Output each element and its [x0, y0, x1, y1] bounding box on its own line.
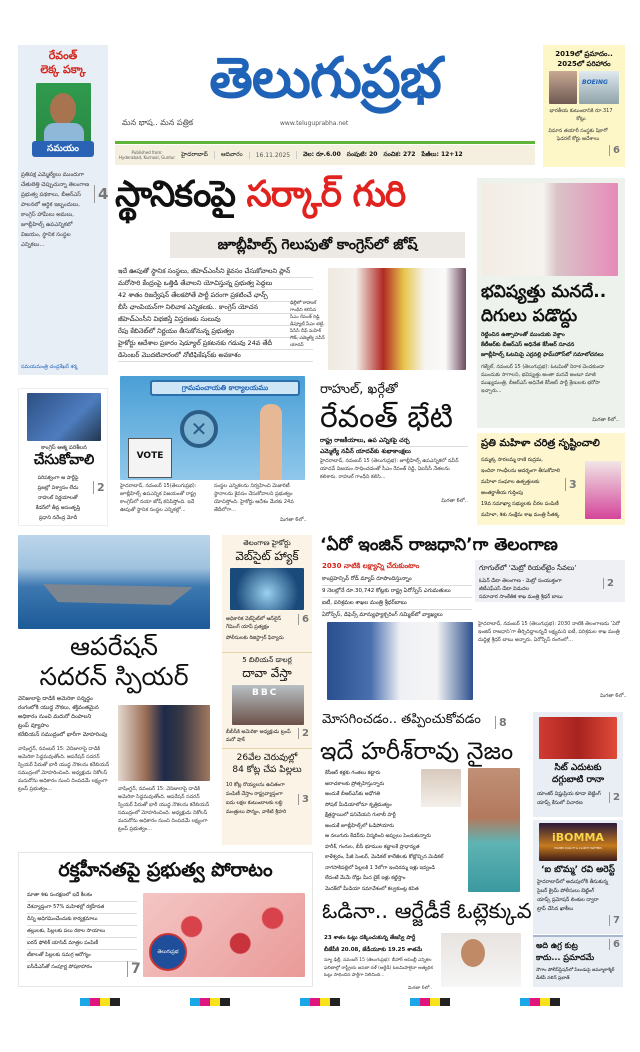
rahul-story[interactable] [320, 382, 468, 527]
aerospace-summit-photo [327, 622, 473, 700]
kcr-ktr-photo [482, 183, 618, 276]
left-promo-box[interactable] [18, 45, 108, 375]
continued-link[interactable]: మిగతా 6లో.. [408, 986, 433, 991]
registration-swatch [530, 998, 540, 1006]
boeing-photo [579, 71, 619, 104]
page-ref: 6 [298, 614, 309, 625]
continued-link[interactable]: మిగతా 6లో.. [600, 693, 627, 699]
hack-headline: వెబ్‌సైట్ హ్యాక్ [235, 549, 299, 563]
stamp-text: తెలుగుప్రభ [157, 949, 179, 955]
lead-bullet: రేపు కేబినెట్‌లో నిర్ణయం తీసుకోనున్న ప్రభుత్వం [118, 326, 313, 338]
gram-panchayat-graphic [120, 376, 305, 480]
boeing-logo: BOEING [582, 79, 608, 86]
page-ref: 8 [495, 716, 507, 729]
brs-story-box[interactable] [477, 178, 625, 428]
lead-headline-black: స్థానికంపై [115, 174, 235, 215]
ballot-stamp-icon: ✕ [180, 410, 218, 448]
page-ref: 6 [609, 145, 620, 156]
operation-bullet: ట్రంప్ వ్యూహం [18, 723, 49, 729]
ugra-headline2: కాదు... ప్రమాదమే [536, 953, 595, 962]
harish-bullet: మెదక్‌లో మీడియా సమావేశంలో కల్వకుంట్ల కవిత [325, 885, 419, 892]
rana-text: యాంకర్ విష్ణుప్రియ కూడా బెట్టింగ్ యాప్స్ కేసులో విచారణ [537, 791, 601, 806]
page-ref: 2 [93, 481, 105, 494]
operation-bullets [18, 695, 114, 740]
newspaper-logo: తెలుగుప్రభ [209, 46, 441, 111]
rahul-sub2: ఎమ్మెల్యే నవీన్ యాదవ్‌కు శుభాకాంక్షలు [320, 448, 411, 455]
anemia-line: ఐరన్ ఫోలిక్ యాసిడ్ మాత్రల పంపిణీ [27, 938, 137, 950]
anemia-text [27, 890, 137, 973]
growth-bullet: కాంప్రహెన్సివ్ రోడ్ మ్యాప్ రూపొందిస్తున్నాం [322, 574, 472, 586]
modi-line1: కాంగ్రెస్ ఆత్మ పరిశీలన [41, 445, 87, 451]
hack-kicker: తెలంగాణ హైకోర్టు [243, 539, 291, 547]
growth-bullet: ఐటీ, పరిశ్రమల శాఖల మంత్రి శ్రీధర్‌బాబు [322, 598, 472, 610]
anemia-line: టీకాలతో పిల్లలకు సమగ్ర ఆరోగ్యం [27, 950, 137, 962]
page-ref: 3 [298, 794, 309, 805]
operation-line2: సదరన్ స్పియర్ [39, 662, 189, 691]
rana-story-box[interactable] [533, 712, 623, 817]
google-metro-box[interactable] [475, 560, 625, 602]
harish-bullet: కేసీఆర్ కళ్లకు గంతలు కట్టారు [325, 770, 381, 776]
registration-swatch [520, 998, 530, 1006]
bbc-headline: దావా వేస్తా [242, 666, 292, 680]
women-bullet: 19వ సమాఖ్యా సభ్యులకు చీరల పంపిణీ [481, 501, 559, 507]
harish-headline[interactable]: ఇదే హరీశ్‌రావు నైజం [320, 737, 514, 765]
rahul-body: హైదరాబాద్, నవంబర్ 15 (తెలుగుప్రభ): జూబ్లీహిల్స్ ఉపఎన్నికలో నవీన్ యాదవ్ విజయం సాధించడంతో సీఎం రేవంత్ రెడ్డి, ఏఐసీసీ నేతలను కలిశారు. రాహుల్ గాంధీని కలిసి... [320, 458, 459, 480]
women-bullet: మహిళా సంఘాల ఉత్పత్తులకు [481, 479, 540, 485]
published-from-label: Published from: [131, 150, 163, 155]
trump-maduro-photo [118, 705, 210, 781]
ugra-story-box[interactable] [533, 935, 623, 987]
issue-pages: పేజీలు: 12+12 [421, 151, 463, 158]
tagline: మన భాష.. మన పత్రిక [122, 118, 194, 127]
right-promo-title2: 2025లో పరిహారం [557, 60, 611, 68]
brs-headline2: దిగులు పడొద్దు [481, 306, 578, 326]
registration-swatch [100, 998, 110, 1006]
operation-line1: ఆపరేషన్ [70, 632, 158, 661]
lead-photo-caption: ఢిల్లీలో రాహుల్ గాంధీని కలిసిన సీఎం రేవంత్ రెడ్డి, డిప్యూటీ సీఎం భట్టి, పీసీసీ చీఫ్ మహేశ్ గౌడ్, ఎమ్మెల్యే నవీన్ యాదవ్ [290, 301, 325, 348]
women-story-box[interactable] [477, 433, 625, 525]
harish-bullet: హరీశ్, గంగుల, బీసీ భూముల కబ్జాలకే ప్రాధాన్యత [325, 843, 420, 850]
harish-bullet: అందుకే బీఆర్ఎస్‌కు అధోగతి [325, 791, 380, 797]
registration-swatch [440, 998, 450, 1006]
samayam-ribbon: సమయం [32, 141, 94, 157]
issue-info-bar [115, 145, 535, 165]
hack-text2: పోలీసులకు రిజిస్ట్రార్ ఫిర్యాదు [226, 635, 284, 641]
lead-bullet: బీసీ ఛాంపియన్‌గా నిలిచాక ఎన్నికలకు.. కాంగ్రెస్ యోచన [118, 302, 313, 314]
modi-bullet: ప్రధాని నరేంద్ర మోదీ [38, 515, 78, 521]
lead-headline[interactable] [115, 172, 405, 218]
rana-headline1: సిట్ ఎదుటకు [554, 763, 602, 773]
registration-swatch [90, 998, 100, 1006]
page-ref: 6 [609, 939, 620, 950]
anemia-headline: రక్తహీనతపై ప్రభుత్వ పోరాటం [58, 859, 273, 881]
lead-bullet: ఇదే ఊపుతో స్థానిక సంస్థలు, జీహెచ్ఎంసీని కైవసం చేసుకోవాలని ప్లాన్ [118, 266, 313, 278]
inked-finger-icon [260, 404, 282, 480]
rahul-headline: రేవంత్ భేటి [320, 400, 453, 435]
ugra-text: నౌగాం పోలీస్‌స్టేషన్‌లో పేలుడుపై జమ్మూకాశ్మీర్ డీజీపీ నళిన్ ప్రభాత్ [536, 968, 615, 981]
harish-photo [421, 769, 461, 807]
bbc-text: బీబీసీకి అమెరికా అధ్యక్షుడు ట్రంప్ మరో షాక్ [226, 729, 291, 743]
anemia-line: ఐసీడీఎస్‌తో సంపూర్ణ పోషకాహారం [27, 964, 92, 970]
brs-bullets [481, 330, 621, 360]
modi-bullets [23, 473, 93, 523]
page-ref: 4 [94, 185, 108, 203]
brs-bullet: రెట్టించిన ఉత్సాహంతో ముందుకు వెళ్దాం [481, 332, 565, 338]
fish-headline2: 84 కోట్ల చేప పిల్లలు [232, 765, 302, 775]
tejashwi-photo [441, 933, 521, 987]
continued-link[interactable]: మిగతా 6లో.. [280, 517, 307, 523]
ibomma-headline: ‘ఐ బొమ్మ’ రవి అరెస్ట్ [541, 865, 615, 875]
modi-bullet: కేడర్‌లో తీవ్ర అసంతృప్తి [35, 505, 81, 511]
google-headline: గూగుల్‌లో ‘మెట్రో రియల్‌టైం సేవలు’ [479, 564, 577, 572]
page-ref: 2 [298, 728, 309, 739]
gram-col1: హైదరాబాద్, నవంబర్ 15(తెలుగుప్రభ): జూబ్లీహిల్స్ ఉపఎన్నిక విజయంతో రాష్ట్ర కాంగ్రెస్‌లో నయా జోష్ కనిపిస్తోంది. ఇదే ఊపుతో స్థానిక సంస్థల ఎన్నికల్లో... [120, 483, 197, 513]
issue-price: వెల: రూ.6.00 [296, 151, 341, 159]
google-bullet: సమాచార సాంకేతిక శాఖ మంత్రి శ్రీధర్ బాబు [479, 594, 563, 600]
issue-date: 16.11.2025 [249, 152, 290, 159]
revanth-photo [36, 83, 91, 145]
hacker-photo [230, 568, 304, 610]
women-bullet: సమ్మక్క సారలమ్మ రాణి రుద్రమ, [481, 457, 543, 463]
anemia-line: దీన్ని అధిగమించేందుకు కార్యక్రమాలు [27, 914, 137, 926]
growth-headline[interactable]: ‘ఏరో ఇంజిన్ రాజధాని’గా తెలంగాణ [320, 535, 558, 555]
operation-body: వాషింగ్టన్, నవంబర్ 15: వెనిజులాపై దాడికి అమెరికా సిద్ధమవుతోంది. ఆపరేషన్ సదరన్ స్పియర్ పేరుతో భారీ యుద్ధ నౌకలను కరేబియన్ సముద్రంలో మోహరించింది. అధ్యక్షుడు నికోలస్ మదురోను అధికారం నుంచి దింపడమే లక్ష్యంగా ట్రంప్ ప్రభుత్వం... [18, 746, 110, 792]
ballot-box-icon [128, 438, 172, 478]
harish-bullet: సోషల్ మీడియాలోనూ కృత్రిమత్వం [325, 801, 392, 808]
lead-bullet: 42 శాతం రిజర్వేషన్ తేలకపోతే పార్టీ పరంగా ప్రకటించే ఛాన్స్ [118, 290, 313, 302]
rana-photo [539, 717, 617, 759]
brs-body: గజ్వేల్, నవంబర్ 15 (తెలుగుప్రభ): ఓటమితో నిరాశ చెందకుండా ముందుకు సాగాలని, భవిష్యత్తు అంతా మనదే అంటూ మాజీ ముఖ్యమంత్రి, బీఆర్ఎస్ అధినేత కేసీఆర్ పార్టీ శ్రేణులకు భరోసా ఇచ్చారు... [481, 364, 605, 394]
page-ref: 7 [127, 961, 141, 977]
woman-photo [549, 71, 577, 104]
lead-photo [328, 268, 466, 370]
anemia-line: మాతా శిశు సంరక్షణలో ఇదే కీలకం [27, 890, 137, 902]
promo-title-line2: లెక్క పక్కా [40, 63, 86, 76]
left-promo-title [18, 49, 108, 77]
hack-text1: అధికారిక వెబ్‌సైట్‌లో ఆన్‌లైన్ గేమింగ్ యాప్ ప్రత్యక్షం [226, 616, 281, 630]
harish-bullet: నాగసాకిపల్లిలో పిల్లలకి 1 3లోగా ఇందిరమ్మ ఇళ్లు ఇవ్వండి [325, 864, 435, 871]
lead-bullet: మరోసారి కేంద్రంపై ఒత్తిడి తేవాలని యోచిస్తున్న ప్రభుత్వ పెద్దలు [118, 278, 313, 290]
bihar-body: న్యూ ఢిల్లీ, నవంబర్ 15 (తెలుగుప్రభ): బీహార్ అసెంబ్లీ ఎన్నికల ఫలితాల్లో రాష్ట్రీయ జనతా దళ్ (ఆర్జేడీ) ఓటమిపాలైనా అత్యధిక ఓట్లు సాధించిన పార్టీగా నిలిచింది... [324, 958, 433, 978]
registration-swatch [320, 998, 330, 1006]
published-from [119, 150, 175, 160]
right-promo-text2: విమాన తయారీ సంస్థకు షికాగో ఫెడరల్ కోర్టు ఆదేశాలు [548, 128, 608, 142]
women-bullet: ఇందిరా గాంధీలను ఆదర్శంగా తీసుకోవాలి [481, 468, 561, 474]
fish-headline1: 26వేల చెరువుల్లో [236, 753, 298, 763]
registration-swatch [210, 998, 220, 1006]
bihar-headline[interactable]: ఓడినా.. ఆర్జేడీకే ఓట్లెక్కువ [322, 899, 532, 923]
registration-swatch [220, 998, 230, 1006]
growth-body: హైదరాబాద్, నవంబర్ 15 (తెలుగుప్రభ): 2030 నాటికి తెలంగాణను ‘ఏరో ఇంజిన్ రాజధాని’గా తీర్చిదిద్దాలన్నదే లక్ష్యమని ఐటీ, పరిశ్రమల శాఖ మంత్రి దుద్దిళ్ల శ్రీధర్ బాబు అన్నారు. ఏరోస్పేస్ రంగంలో... [478, 621, 620, 643]
harish-bullet: అరాచకాలకు ప్రోత్సహిస్తున్నారు [325, 780, 385, 787]
ibomma-logo-photo [539, 823, 617, 861]
website-link[interactable]: www.teluguprabha.net [280, 120, 349, 127]
bihar-sub2: బీజేపీకి 20.08, జేడీయూకు 19.25 శాతమే [324, 947, 423, 953]
bbc-logo: BBC [252, 688, 279, 698]
harish-bullet: క్షేత్రస్థాయిలో పనిచేయని గులాబీ పార్టీ [325, 812, 396, 818]
women-bullet: మహిళా, శిశు సంక్షేమ శాఖ మంత్రి సీతక్క [481, 512, 560, 518]
registration-swatch [550, 998, 560, 1006]
ibomma-logo: iBOMMA [552, 831, 604, 844]
masthead-rule [115, 141, 535, 144]
brs-bullet: కేటీఆర్‌కు బీఆర్ఎస్ అధినేత కేసీఆర్ సూచన [481, 342, 575, 348]
growth-bullet: ఏరోస్పేస్, డిఫెన్స్ మాన్యుఫ్యాక్చరింగ్ సమ్మిట్‌లో వ్యాఖ్యలు [322, 612, 443, 618]
ugra-headline [536, 940, 620, 964]
page-ref: 2 [603, 578, 614, 589]
operation-bullet: వెనిజులాపై దాడికి అమెరికా సన్నద్ధం [18, 696, 93, 702]
issue-volume: సంపుటి: 20 [346, 151, 378, 158]
issue-day: ఆదివారం [214, 151, 243, 159]
registration-swatch [330, 998, 340, 1006]
fish-text: 10 కోట్ల రొయ్యలను ఉచితంగా పంపిణీ చేస్తాం రాష్ట్రవ్యాప్తంగా ఐదు లక్షల కుటుంబాలకు లబ్ధి మంత్రులు పొన్నం, వాకిటి శ్రీహరి [226, 782, 287, 815]
growth-subhead: 2030 నాటికి లక్ష్యాన్ని చేరుకుంటాం [322, 562, 420, 570]
lead-bullet: జీహెచ్ఎంసీని విభజిస్తే విస్తరణకు సులువు [118, 314, 313, 326]
operation-bullet: అధికారం నుంచి మదురో దింపాలని [18, 714, 92, 720]
lead-bullets [118, 266, 313, 362]
right-promo-box[interactable] [543, 45, 625, 167]
registration-swatch [110, 998, 120, 1006]
published-cities: Hyderabad, Kurnool, Guntur [119, 155, 176, 160]
continued-link[interactable]: మిగతా 6లో.. [441, 498, 468, 504]
page-ref: 2 [609, 792, 620, 803]
harish-kicker: మోసగించడం.. తప్పించుకోవడం [322, 712, 481, 727]
bihar-sub1: 23 శాతం ఓట్లు దక్కించుకున్న తేజస్వి పార్టీ [324, 935, 416, 941]
teluguprabha-stamp [149, 933, 187, 971]
harish-bullet: ఆ నలుగురు కేడర్‌ను విస్మరించి అప్పులు పెంచుకున్నారు [325, 833, 431, 839]
rahul-kicker: రాహుల్, ఖర్గేతో [320, 382, 398, 397]
registration-swatch [310, 998, 320, 1006]
red-blood-cells-image [143, 893, 305, 977]
vote-label: VOTE [136, 451, 164, 461]
modi-story-box[interactable] [18, 388, 108, 526]
continued-link[interactable]: మిగతా 6లో.. [592, 417, 619, 423]
modi-bullet: ప్రజల్లో విశ్వాసం లేదు [37, 485, 79, 491]
lead-bullet: డిసెంబర్ మొదటివారంలో నోటిఫికేషన్‌కు అవకాశం [118, 350, 313, 362]
operation-body-cont: వాషింగ్టన్, నవంబర్ 15: వెనిజులాపై దాడికి అమెరికా సిద్ధమవుతోంది. ఆపరేషన్ సదరన్ స్పియర్ పేరుతో భారీ యుద్ధ నౌకలను కరేబియన్ సముద్రంలో మోహరించింది. అధ్యక్షుడు నికోలస్ మదురోను అధికారం నుంచి దింపడమే లక్ష్యంగా ట్రంప్ ప్రభుత్వం... [118, 786, 210, 832]
page-ref: 7 [609, 915, 620, 926]
ugra-headline1: అది ఉగ్ర కుట్ర [536, 941, 578, 950]
google-bullet: ఓపెన్ డేటా తెలంగాణ - మెట్రో సంయుక్తంగా [479, 578, 562, 584]
registration-swatch [200, 998, 210, 1006]
harish-bullet: కాళేశ్వరం, పీజీ సెంటర్, మెడికల్ కాలేజీలకు కోట్లొచ్చిన మెడికల్ [325, 854, 444, 860]
anemia-line: తల్లులకు, పిల్లలకు పలు రకాల సాయాలు [27, 926, 137, 938]
growth-bullets [322, 574, 472, 621]
left-promo-byline: సమయమంత్రి చంద్రశేఖర్ శర్మ [21, 364, 78, 370]
brs-bullet: జూబ్లీహిల్స్ ఓటమిపై ఎర్రవల్లి ఫామ్‌హౌస్‌లో సమాలోచనలు [481, 352, 604, 358]
bbc-story[interactable] [222, 652, 312, 747]
operation-bullet: కరేబియన్ సముద్రంలో భారీగా మోహరింపు [18, 732, 108, 738]
lead-bullet: హైకోర్టు ఆదేశాల ప్రకారం షెడ్యూల్ ప్రకటనకు గడువు 24వ తేదీ [118, 338, 313, 350]
modi-line2: చేసుకోవాలి [33, 452, 95, 468]
anemia-story-box[interactable] [18, 852, 313, 987]
edition-city: హైదరాబాద్ [181, 151, 208, 158]
bbc-building-photo [232, 685, 304, 725]
promo-title-line1: రేవంత్ [48, 49, 78, 62]
rana-headline [533, 762, 623, 786]
right-promo-text1: భారతీయ కుటుంబానికి రూ.317 కోట్లు [549, 108, 613, 122]
anemia-line: దేశవ్యాప్తంగా 57% మహిళల్లో రక్తహీనత [27, 902, 137, 914]
registration-swatch [430, 998, 440, 1006]
rahul-sub1: రాష్ట్ర రాజకీయాలు, ఉప ఎన్నికపై చర్చ [320, 436, 468, 447]
operation-bullet: రంగంలోకి యుద్ధ నౌకలు, శక్తివంతమైన [18, 705, 99, 711]
page-ref: 3 [565, 478, 577, 491]
ibomma-logo-tag: HIGHER QUALITY & CLARITY MATTERS [554, 847, 602, 850]
right-promo-title1: 2019లో ప్రమాదం.. [555, 50, 613, 58]
registration-swatch [190, 998, 200, 1006]
left-promo-text: ప్రతిపక్ష ఎమ్మెల్యేలు ముందుగా చేతులెత్తి చెప్పుచున్నా తెలంగాణ ప్రభుత్వ పథకాలు, బీఆర్ఎస్ పాలనలో ఆర్థిక ఇబ్బందులు, కాంగ్రెస్ హామీలు అమలు, జూబ్లీహిల్స్ ఉపఎన్నికలో విజయం, స్థానిక సంస్థల ఎన్నికలు... [21, 172, 90, 248]
brs-headline [481, 280, 606, 328]
modi-photo [27, 393, 101, 441]
google-bullet: జీటీఎఫ్ఎస్ డేటా విడుదల [479, 586, 530, 592]
registration-swatch [410, 998, 420, 1006]
registration-swatch [540, 998, 550, 1006]
bbc-kicker: 5 బిలియన్ డాలర్ల [242, 656, 292, 664]
hack-story[interactable] [222, 535, 312, 650]
fish-story[interactable] [222, 748, 312, 844]
lead-headline-red: సర్కార్ గురి [246, 174, 406, 215]
registration-swatch [80, 998, 90, 1006]
lead-subhead: జూబ్లీహిల్స్ గెలుపుతో కాంగ్రెస్‌లో జోష్ [170, 232, 465, 258]
issue-number: సంచిక: 272 [383, 151, 416, 158]
modi-bullet: పరిపక్వంగా ఆ పార్టీపై [37, 475, 79, 481]
gram-col2: సంస్థల ఎన్నికలను నిర్వహించి మెజారిటీ స్థానాలను కైవసం చేసుకోవాలని ప్రభుత్వం యోచిస్తోంది. హైకోర్టు ఆదేశం మేరకు 24వ తేదీలోగా... [214, 483, 294, 513]
harish-bullet: లేదంటే మేమే రోడ్లు మీద బైక్ ఇళ్లు కట్టిస్తాం [325, 875, 406, 881]
registration-swatch [300, 998, 310, 1006]
harish-bullet: అందుకే జూబ్లీహిల్స్‌లో ఓడిపోయారు [325, 822, 394, 829]
kavitha-photo [468, 768, 520, 892]
growth-bullet: 9 నెలల్లోనే రూ.30,742 కోట్లకు రాష్ట్ర ఏరోస్పేస్ ఎగుమతులు [322, 586, 472, 598]
brs-headline1: భవిష్యత్తు మనదే.. [481, 282, 607, 302]
ibomma-story-box[interactable] [533, 820, 623, 934]
modi-bullet: రాహుల్ నిర్ణయాలతో [38, 495, 78, 501]
rana-headline2: దగ్గుబాటి రానా [552, 775, 604, 785]
ibomma-text: హైదరాబాద్‌లో అదుపులోకి తీసుకున్న సైబర్ క్రైమ్ పోలీసులు బెట్టింగ్ యాప్స్ ప్రమోషన్ లింకుల ద్వారా ట్రాప్ చేసిన ఖాకీలు [537, 879, 609, 912]
operation-headline[interactable] [18, 632, 210, 692]
registration-swatch [420, 998, 430, 1006]
women-bullet: అంతర్జాతీయ గుర్తింపు [481, 490, 524, 496]
seethakka-photo [585, 461, 621, 519]
right-promo-title [543, 49, 625, 69]
women-headline: ప్రతి మహిళా చరిత్ర సృష్టించాలి [481, 438, 600, 449]
aircraft-carrier-photo [18, 535, 210, 629]
gram-banner: గ్రామపంచాయతి కార్యాలయము [150, 380, 300, 396]
